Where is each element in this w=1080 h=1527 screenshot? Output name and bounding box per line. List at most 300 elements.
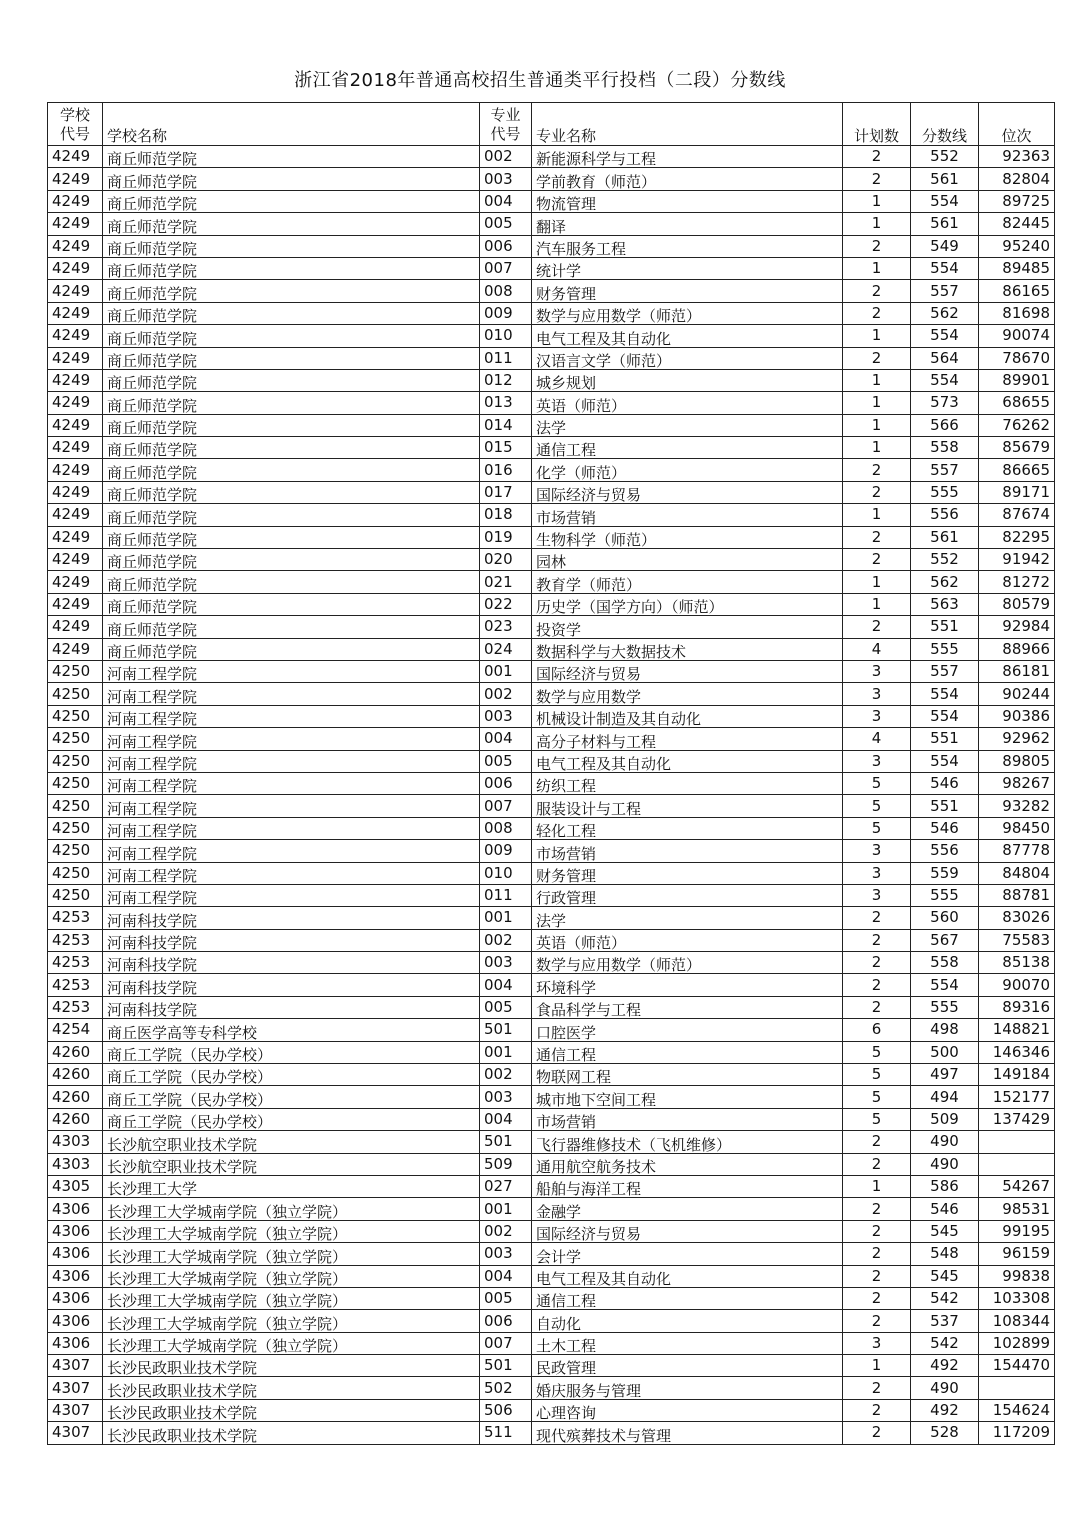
cell-score: 556 — [911, 840, 979, 862]
cell-school-name: 商丘师范学院 — [103, 302, 480, 324]
table-row — [48, 302, 1055, 324]
cell-school-name: 商丘师范学院 — [103, 325, 480, 347]
cell-school-code: 4249 — [48, 593, 103, 615]
table-row — [48, 190, 1055, 212]
cell-school-code: 4250 — [48, 705, 103, 727]
cell-major-name: 新能源科学与工程 — [532, 146, 843, 168]
cell-major-code: 005 — [480, 1287, 532, 1309]
cell-major-code: 001 — [480, 660, 532, 682]
cell-school-name: 长沙理工大学 — [103, 1175, 480, 1197]
table-row — [48, 1019, 1055, 1041]
cell-school-name: 河南科技学院 — [103, 974, 480, 996]
cell-major-code: 003 — [480, 1243, 532, 1265]
cell-rank: 154470 — [979, 1355, 1055, 1377]
cell-school-name: 河南工程学院 — [103, 705, 480, 727]
cell-score: 557 — [911, 459, 979, 481]
table-row — [48, 996, 1055, 1018]
cell-major-name: 轻化工程 — [532, 817, 843, 839]
table-header-row — [48, 103, 1055, 146]
header-major-code-line1: 专业 — [490, 106, 521, 124]
cell-score: 545 — [911, 1265, 979, 1287]
cell-major-code: 002 — [480, 1064, 532, 1086]
cell-rank: 148821 — [979, 1019, 1055, 1041]
cell-major-code: 002 — [480, 1220, 532, 1242]
cell-major-name: 国际经济与贸易 — [532, 1220, 843, 1242]
cell-major-code: 005 — [480, 213, 532, 235]
cell-rank: 88781 — [979, 884, 1055, 906]
cell-score: 558 — [911, 952, 979, 974]
cell-school-code: 4249 — [48, 235, 103, 257]
cell-school-code: 4250 — [48, 683, 103, 705]
cell-score: 490 — [911, 1153, 979, 1175]
table-row — [48, 146, 1055, 168]
cell-rank: 86665 — [979, 459, 1055, 481]
cell-rank: 92363 — [979, 146, 1055, 168]
cell-major-name: 物联网工程 — [532, 1064, 843, 1086]
cell-school-name: 商丘工学院（民办学校） — [103, 1064, 480, 1086]
cell-school-code: 4260 — [48, 1086, 103, 1108]
cell-score: 528 — [911, 1422, 979, 1444]
cell-major-code: 004 — [480, 1108, 532, 1130]
cell-score: 556 — [911, 504, 979, 526]
cell-score: 551 — [911, 795, 979, 817]
cell-major-name: 城市地下空间工程 — [532, 1086, 843, 1108]
cell-major-code: 501 — [480, 1019, 532, 1041]
cell-school-code: 4250 — [48, 772, 103, 794]
cell-school-name: 河南科技学院 — [103, 907, 480, 929]
cell-major-name: 教育学（师范） — [532, 571, 843, 593]
table-row — [48, 1198, 1055, 1220]
header-major-code-line2: 代号 — [490, 125, 521, 143]
cell-school-code: 4253 — [48, 907, 103, 929]
cell-major-code: 016 — [480, 459, 532, 481]
cell-score: 492 — [911, 1399, 979, 1421]
table-row — [48, 817, 1055, 839]
cell-school-name: 长沙理工大学城南学院（独立学院） — [103, 1198, 480, 1220]
cell-school-name: 商丘师范学院 — [103, 392, 480, 414]
table-row — [48, 884, 1055, 906]
cell-plan: 5 — [843, 1041, 911, 1063]
cell-school-code: 4249 — [48, 571, 103, 593]
cell-rank: 84804 — [979, 862, 1055, 884]
cell-school-code: 4306 — [48, 1332, 103, 1354]
cell-plan: 1 — [843, 190, 911, 212]
cell-score: 563 — [911, 593, 979, 615]
cell-school-code: 4306 — [48, 1265, 103, 1287]
cell-plan: 2 — [843, 996, 911, 1018]
cell-rank: 85138 — [979, 952, 1055, 974]
cell-plan: 2 — [843, 459, 911, 481]
cell-school-code: 4306 — [48, 1243, 103, 1265]
cell-rank: 90386 — [979, 705, 1055, 727]
cell-major-name: 财务管理 — [532, 862, 843, 884]
cell-major-name: 化学（师范） — [532, 459, 843, 481]
cell-rank: 86181 — [979, 660, 1055, 682]
table-row — [48, 974, 1055, 996]
cell-plan: 2 — [843, 146, 911, 168]
cell-school-code: 4250 — [48, 660, 103, 682]
cell-plan: 1 — [843, 1175, 911, 1197]
table-row — [48, 1131, 1055, 1153]
cell-plan: 2 — [843, 235, 911, 257]
cell-score: 497 — [911, 1064, 979, 1086]
cell-school-name: 河南工程学院 — [103, 772, 480, 794]
cell-school-name: 河南科技学院 — [103, 952, 480, 974]
cell-school-name: 商丘师范学院 — [103, 280, 480, 302]
cell-school-code: 4307 — [48, 1422, 103, 1444]
cell-major-name: 自动化 — [532, 1310, 843, 1332]
cell-school-code: 4249 — [48, 190, 103, 212]
cell-major-name: 学前教育（师范） — [532, 168, 843, 190]
cell-major-name: 电气工程及其自动化 — [532, 750, 843, 772]
cell-rank: 68655 — [979, 392, 1055, 414]
cell-major-name: 金融学 — [532, 1198, 843, 1220]
cell-major-name: 高分子材料与工程 — [532, 728, 843, 750]
cell-plan: 3 — [843, 683, 911, 705]
cell-school-name: 商丘师范学院 — [103, 459, 480, 481]
cell-school-name: 商丘师范学院 — [103, 526, 480, 548]
cell-major-code: 024 — [480, 638, 532, 660]
cell-major-code: 003 — [480, 168, 532, 190]
cell-school-code: 4249 — [48, 638, 103, 660]
cell-plan: 2 — [843, 347, 911, 369]
cell-score: 509 — [911, 1108, 979, 1130]
cell-school-name: 商丘工学院（民办学校） — [103, 1086, 480, 1108]
cell-major-code: 019 — [480, 526, 532, 548]
cell-rank: 81272 — [979, 571, 1055, 593]
cell-school-code: 4253 — [48, 996, 103, 1018]
cell-score: 546 — [911, 1198, 979, 1220]
cell-school-code: 4307 — [48, 1355, 103, 1377]
cell-major-name: 纺织工程 — [532, 772, 843, 794]
cell-major-name: 市场营销 — [532, 840, 843, 862]
cell-major-name: 飞行器维修技术（飞机维修） — [532, 1131, 843, 1153]
cell-score: 552 — [911, 549, 979, 571]
table-row — [48, 1220, 1055, 1242]
cell-rank: 91942 — [979, 549, 1055, 571]
cell-school-code: 4260 — [48, 1108, 103, 1130]
cell-school-code: 4306 — [48, 1220, 103, 1242]
cell-rank: 87778 — [979, 840, 1055, 862]
cell-school-name: 商丘师范学院 — [103, 638, 480, 660]
cell-school-code: 4303 — [48, 1153, 103, 1175]
cell-major-code: 004 — [480, 190, 532, 212]
cell-plan: 5 — [843, 795, 911, 817]
table-row — [48, 862, 1055, 884]
cell-school-code: 4249 — [48, 459, 103, 481]
table-row — [48, 1041, 1055, 1063]
cell-score: 500 — [911, 1041, 979, 1063]
cell-school-code: 4306 — [48, 1287, 103, 1309]
cell-school-name: 商丘医学高等专科学校 — [103, 1019, 480, 1041]
cell-major-name: 汽车服务工程 — [532, 235, 843, 257]
cell-school-name: 商丘师范学院 — [103, 414, 480, 436]
cell-major-code: 009 — [480, 302, 532, 324]
cell-school-name: 河南工程学院 — [103, 840, 480, 862]
cell-plan: 2 — [843, 1265, 911, 1287]
table-row — [48, 907, 1055, 929]
table-row — [48, 772, 1055, 794]
cell-school-code: 4249 — [48, 347, 103, 369]
cell-rank: 117209 — [979, 1422, 1055, 1444]
cell-rank — [979, 1377, 1055, 1399]
cell-major-code: 001 — [480, 1041, 532, 1063]
table-row — [48, 1377, 1055, 1399]
cell-plan: 2 — [843, 952, 911, 974]
cell-major-name: 物流管理 — [532, 190, 843, 212]
cell-major-code: 506 — [480, 1399, 532, 1421]
table-row — [48, 952, 1055, 974]
cell-major-name: 数学与应用数学（师范） — [532, 952, 843, 974]
cell-school-name: 商丘师范学院 — [103, 616, 480, 638]
table-row — [48, 660, 1055, 682]
table-row — [48, 750, 1055, 772]
cell-major-code: 003 — [480, 705, 532, 727]
cell-major-code: 005 — [480, 996, 532, 1018]
cell-school-name: 河南工程学院 — [103, 660, 480, 682]
table-row — [48, 459, 1055, 481]
cell-plan: 2 — [843, 1287, 911, 1309]
cell-school-name: 商丘师范学院 — [103, 146, 480, 168]
table-row — [48, 1064, 1055, 1086]
cell-school-code: 4253 — [48, 929, 103, 951]
cell-school-name: 商丘工学院（民办学校） — [103, 1108, 480, 1130]
cell-school-code: 4249 — [48, 504, 103, 526]
cell-school-name: 河南工程学院 — [103, 884, 480, 906]
cell-plan: 1 — [843, 213, 911, 235]
cell-score: 562 — [911, 571, 979, 593]
cell-rank: 154624 — [979, 1399, 1055, 1421]
cell-score: 490 — [911, 1377, 979, 1399]
cell-score: 551 — [911, 616, 979, 638]
cell-score: 549 — [911, 235, 979, 257]
cell-major-name: 数学与应用数学 — [532, 683, 843, 705]
table-row — [48, 795, 1055, 817]
cell-school-code: 4306 — [48, 1310, 103, 1332]
cell-school-name: 商丘师范学院 — [103, 257, 480, 279]
cell-major-name: 园林 — [532, 549, 843, 571]
cell-plan: 2 — [843, 1377, 911, 1399]
cell-school-name: 长沙理工大学城南学院（独立学院） — [103, 1243, 480, 1265]
cell-school-code: 4253 — [48, 974, 103, 996]
table-row — [48, 929, 1055, 951]
cell-major-code: 010 — [480, 862, 532, 884]
cell-rank: 96159 — [979, 1243, 1055, 1265]
table-row — [48, 213, 1055, 235]
cell-major-name: 心理咨询 — [532, 1399, 843, 1421]
table-row — [48, 616, 1055, 638]
header-score: 分数线 — [911, 103, 979, 146]
cell-school-code: 4249 — [48, 526, 103, 548]
cell-major-code: 023 — [480, 616, 532, 638]
cell-plan: 3 — [843, 840, 911, 862]
cell-school-code: 4254 — [48, 1019, 103, 1041]
cell-school-name: 长沙理工大学城南学院（独立学院） — [103, 1310, 480, 1332]
cell-major-code: 007 — [480, 1332, 532, 1354]
cell-school-name: 商丘师范学院 — [103, 571, 480, 593]
cell-school-name: 商丘师范学院 — [103, 369, 480, 391]
cell-score: 554 — [911, 257, 979, 279]
cell-school-name: 商丘工学院（民办学校） — [103, 1041, 480, 1063]
cell-plan: 2 — [843, 481, 911, 503]
cell-major-code: 003 — [480, 952, 532, 974]
cell-major-code: 003 — [480, 1086, 532, 1108]
cell-score: 554 — [911, 190, 979, 212]
cell-rank: 87674 — [979, 504, 1055, 526]
cell-score: 494 — [911, 1086, 979, 1108]
cell-rank: 98450 — [979, 817, 1055, 839]
cell-score: 492 — [911, 1355, 979, 1377]
cell-school-name: 河南工程学院 — [103, 862, 480, 884]
cell-score: 548 — [911, 1243, 979, 1265]
cell-major-code: 008 — [480, 280, 532, 302]
header-major-code — [480, 103, 532, 146]
cell-rank: 86165 — [979, 280, 1055, 302]
cell-school-code: 4306 — [48, 1198, 103, 1220]
cell-school-code: 4249 — [48, 481, 103, 503]
cell-rank: 81698 — [979, 302, 1055, 324]
cell-plan: 2 — [843, 1131, 911, 1153]
cell-major-code: 006 — [480, 1310, 532, 1332]
table-row — [48, 392, 1055, 414]
cell-rank: 93282 — [979, 795, 1055, 817]
cell-plan: 2 — [843, 549, 911, 571]
cell-score: 552 — [911, 146, 979, 168]
cell-score: 551 — [911, 728, 979, 750]
cell-school-name: 商丘师范学院 — [103, 168, 480, 190]
table-row — [48, 526, 1055, 548]
cell-rank: 88966 — [979, 638, 1055, 660]
cell-score: 554 — [911, 369, 979, 391]
cell-score: 586 — [911, 1175, 979, 1197]
cell-major-name: 船舶与海洋工程 — [532, 1175, 843, 1197]
cell-school-code: 4250 — [48, 795, 103, 817]
table-row — [48, 257, 1055, 279]
cell-major-code: 008 — [480, 817, 532, 839]
cell-rank: 82804 — [979, 168, 1055, 190]
cell-school-code: 4250 — [48, 840, 103, 862]
cell-school-name: 商丘师范学院 — [103, 481, 480, 503]
header-school-name: 学校名称 — [103, 103, 480, 146]
cell-rank: 89805 — [979, 750, 1055, 772]
cell-major-code: 007 — [480, 795, 532, 817]
cell-major-name: 国际经济与贸易 — [532, 660, 843, 682]
cell-school-name: 商丘师范学院 — [103, 347, 480, 369]
cell-rank: 89901 — [979, 369, 1055, 391]
cell-plan: 6 — [843, 1019, 911, 1041]
cell-major-name: 统计学 — [532, 257, 843, 279]
cell-major-name: 通信工程 — [532, 1287, 843, 1309]
cell-school-code: 4307 — [48, 1399, 103, 1421]
cell-school-code: 4250 — [48, 750, 103, 772]
cell-major-name: 通信工程 — [532, 1041, 843, 1063]
table-row — [48, 1153, 1055, 1175]
cell-major-code: 004 — [480, 974, 532, 996]
cell-school-name: 河南工程学院 — [103, 750, 480, 772]
cell-major-name: 市场营销 — [532, 504, 843, 526]
cell-plan: 1 — [843, 257, 911, 279]
cell-plan: 2 — [843, 616, 911, 638]
cell-school-name: 河南工程学院 — [103, 683, 480, 705]
cell-rank: 76262 — [979, 414, 1055, 436]
table-row — [48, 1422, 1055, 1444]
cell-school-code: 4249 — [48, 437, 103, 459]
cell-major-name: 民政管理 — [532, 1355, 843, 1377]
cell-rank — [979, 1153, 1055, 1175]
cell-rank: 99838 — [979, 1265, 1055, 1287]
cell-major-name: 法学 — [532, 414, 843, 436]
cell-school-name: 长沙民政职业技术学院 — [103, 1399, 480, 1421]
cell-school-code: 4250 — [48, 862, 103, 884]
cell-rank: 92962 — [979, 728, 1055, 750]
cell-rank: 98531 — [979, 1198, 1055, 1220]
cell-rank: 146346 — [979, 1041, 1055, 1063]
table-row — [48, 1399, 1055, 1421]
header-school-code-line2: 代号 — [59, 125, 90, 143]
cell-school-name: 河南工程学院 — [103, 817, 480, 839]
cell-major-name: 投资学 — [532, 616, 843, 638]
cell-major-code: 012 — [480, 369, 532, 391]
cell-score: 555 — [911, 481, 979, 503]
cell-major-code: 022 — [480, 593, 532, 615]
table-row — [48, 638, 1055, 660]
cell-school-code: 4249 — [48, 325, 103, 347]
cell-rank: 82445 — [979, 213, 1055, 235]
cell-school-code: 4249 — [48, 616, 103, 638]
table-row — [48, 705, 1055, 727]
cell-rank: 54267 — [979, 1175, 1055, 1197]
cell-major-name: 翻译 — [532, 213, 843, 235]
cell-major-code: 006 — [480, 772, 532, 794]
cell-plan: 2 — [843, 1399, 911, 1421]
cell-rank: 103308 — [979, 1287, 1055, 1309]
table-body — [48, 146, 1055, 1445]
cell-school-name: 商丘师范学院 — [103, 437, 480, 459]
cell-school-code: 4249 — [48, 392, 103, 414]
cell-school-name: 长沙理工大学城南学院（独立学院） — [103, 1287, 480, 1309]
cell-school-name: 河南工程学院 — [103, 728, 480, 750]
cell-plan: 3 — [843, 1332, 911, 1354]
cell-school-code: 4249 — [48, 213, 103, 235]
cell-major-name: 现代殡葬技术与管理 — [532, 1422, 843, 1444]
cell-major-code: 501 — [480, 1355, 532, 1377]
cell-school-code: 4307 — [48, 1377, 103, 1399]
cell-plan: 2 — [843, 280, 911, 302]
cell-score: 561 — [911, 526, 979, 548]
cell-major-name: 口腔医学 — [532, 1019, 843, 1041]
cell-school-code: 4250 — [48, 884, 103, 906]
table-row — [48, 1108, 1055, 1130]
cell-major-name: 生物科学（师范） — [532, 526, 843, 548]
table-row — [48, 504, 1055, 526]
cell-plan: 1 — [843, 437, 911, 459]
cell-school-name: 长沙民政职业技术学院 — [103, 1377, 480, 1399]
cell-rank: 89171 — [979, 481, 1055, 503]
cell-score: 554 — [911, 683, 979, 705]
cell-major-name: 婚庆服务与管理 — [532, 1377, 843, 1399]
cell-major-code: 010 — [480, 325, 532, 347]
cell-major-code: 001 — [480, 907, 532, 929]
cell-major-code: 021 — [480, 571, 532, 593]
cell-major-name: 食品科学与工程 — [532, 996, 843, 1018]
cell-major-name: 通信工程 — [532, 437, 843, 459]
cell-plan: 1 — [843, 593, 911, 615]
cell-school-code: 4249 — [48, 146, 103, 168]
header-plan: 计划数 — [843, 103, 911, 146]
cell-score: 555 — [911, 884, 979, 906]
cell-school-code: 4249 — [48, 168, 103, 190]
cell-major-code: 007 — [480, 257, 532, 279]
